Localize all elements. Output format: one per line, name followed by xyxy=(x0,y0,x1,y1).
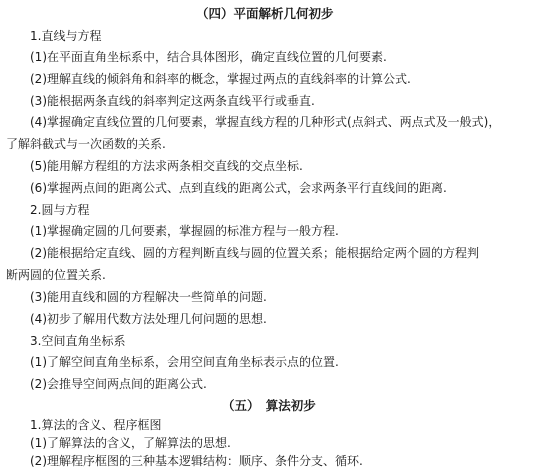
subsection-heading-circle-equation: 2.圆与方程 xyxy=(30,203,90,217)
list-item: (2)能根据给定直线、圆的方程判断直线与圆的位置关系；能根据给定两个圆的方程判 xyxy=(30,246,480,260)
list-item: (4)掌握确定直线位置的几何要素，掌握直线方程的几种形式(点斜式、两点式及一般式)， xyxy=(30,115,501,129)
list-item: (1)了解算法的含义，了解算法的思想. xyxy=(30,436,231,450)
list-item: (4)初步了解用代数方法处理几何问题的思想. xyxy=(30,312,267,326)
list-item-continuation: 了解斜截式与一次函数的关系. xyxy=(6,137,166,151)
list-item: (1)了解空间直角坐标系，会用空间直角坐标表示点的位置. xyxy=(30,355,339,369)
list-item: (1)掌握确定圆的几何要素，掌握圆的标准方程与一般方程. xyxy=(30,224,339,238)
subsection-heading-algorithm-meaning: 1.算法的含义、程序框图 xyxy=(30,418,162,432)
list-item: (5)能用解方程组的方法求两条相交直线的交点坐标. xyxy=(30,159,303,173)
list-item: (2)理解直线的倾斜角和斜率的概念，掌握过两点的直线斜率的计算公式. xyxy=(30,72,411,86)
section-title-algorithm: （五） 算法初步 xyxy=(222,398,316,413)
subsection-heading-line-equation: 1.直线与方程 xyxy=(30,29,102,43)
list-item: (3)能用直线和圆的方程解决一些简单的问题. xyxy=(30,290,267,304)
list-item: (1)在平面直角坐标系中，结合具体图形，确定直线位置的几何要素. xyxy=(30,50,387,64)
section-title-analytic-geometry: （四）平面解析几何初步 xyxy=(196,6,334,21)
subsection-heading-space-coordinates: 3.空间直角坐标系 xyxy=(30,334,126,348)
list-item: (2)会推导空间两点间的距离公式. xyxy=(30,377,207,391)
list-item: (3)能根据两条直线的斜率判定这两条直线平行或垂直. xyxy=(30,94,315,108)
list-item: (6)掌握两点间的距离公式、点到直线的距离公式，会求两条平行直线间的距离. xyxy=(30,181,447,195)
list-item-continuation: 断两圆的位置关系. xyxy=(6,268,106,282)
list-item: (2)理解程序框图的三种基本逻辑结构：顺序、条件分支、循环. xyxy=(30,454,363,468)
